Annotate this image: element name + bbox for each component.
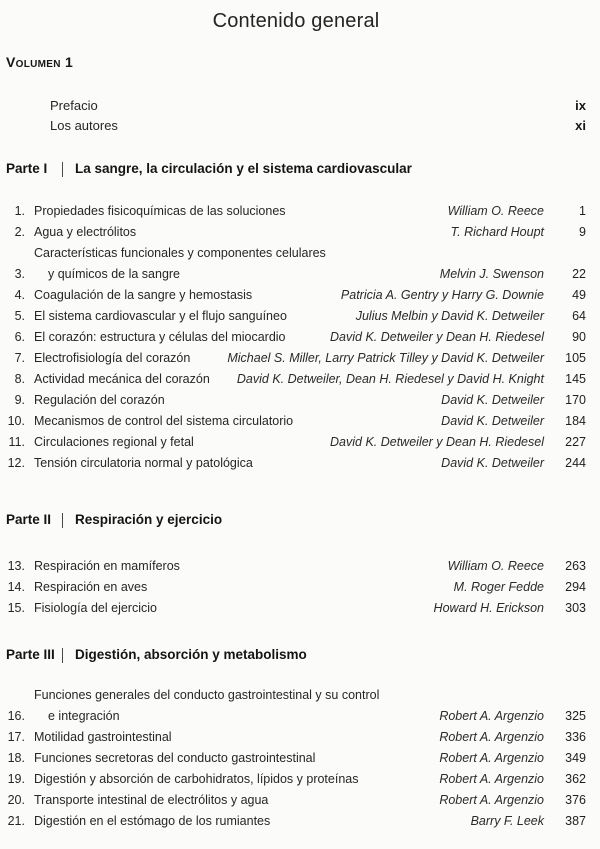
chapter-page-number: 9 (579, 225, 586, 239)
chapter-row (6, 222, 586, 243)
chapter-number: 12. (7, 456, 25, 470)
chapter-row (6, 390, 586, 411)
chapter-row (6, 411, 586, 432)
chapter-author: Patricia A. Gentry y Harry G. Downie (340, 288, 544, 302)
chapter-number: 7. (14, 351, 25, 365)
chapter-author: T. Richard Houpt (450, 225, 544, 239)
chapter-title (34, 598, 157, 619)
chapter-title (34, 727, 172, 748)
part-separator-bar (62, 513, 63, 528)
chapter-number: 16. (7, 709, 25, 723)
chapter-row (6, 748, 586, 769)
chapter-author: David K. Detweiler (441, 393, 544, 407)
part-label: Parte I (6, 161, 48, 176)
chapter-row (6, 243, 586, 285)
part-label: Parte II (6, 512, 52, 527)
chapter-row (6, 453, 586, 474)
chapter-title-line1: Fisiología del ejercicio (34, 601, 157, 615)
front-matter-row (6, 116, 586, 136)
chapter-number: 5. (14, 309, 25, 323)
front-matter-page-number: xi (575, 118, 586, 133)
chapter-title (34, 811, 270, 832)
part-heading (6, 647, 586, 663)
chapter-title (34, 432, 194, 453)
chapter-title (34, 453, 253, 474)
chapter-row (6, 201, 586, 222)
chapter-title (34, 748, 315, 769)
chapter-title-line1: Funciones secretoras del conducto gastrointestinal (34, 751, 316, 765)
chapter-title-line1: Motilidad gastrointestinal (34, 730, 172, 744)
chapter-author: David K. Detweiler y Dean H. Riedesel (330, 435, 544, 449)
chapter-number: 9. (14, 393, 25, 407)
chapter-number: 19. (7, 772, 25, 786)
chapter-page-number: 376 (565, 793, 586, 807)
chapter-author: William O. Reece (447, 204, 544, 218)
chapter-page-number: 170 (565, 393, 586, 407)
chapter-list (6, 201, 586, 474)
chapter-title-line1: El sistema cardiovascular y el flujo sanguíneo (34, 309, 287, 323)
chapter-row (6, 348, 586, 369)
chapter-page-number: 227 (565, 435, 586, 449)
chapter-title-line1: Digestión y absorción de carbohidratos, lípidos y proteínas (34, 772, 359, 786)
part-title: Respiración y ejercicio (75, 512, 223, 527)
chapter-title-line1: Actividad mecánica del corazón (34, 372, 210, 386)
chapter-row (6, 727, 586, 748)
page-title: Contenido general (212, 10, 380, 32)
chapter-title-line1: Regulación del corazón (34, 393, 165, 407)
chapter-title (34, 390, 165, 411)
chapter-title (34, 769, 359, 790)
chapter-page-number: 145 (565, 372, 586, 386)
chapter-author: David K. Detweiler y Dean H. Riedesel (330, 330, 544, 344)
chapter-page-number: 362 (565, 772, 586, 786)
chapter-number: 21. (7, 814, 25, 828)
chapter-author: Robert A. Argenzio (439, 772, 544, 786)
chapter-page-number: 303 (565, 601, 586, 615)
chapter-number: 10. (7, 414, 25, 428)
front-matter-page-number: ix (575, 98, 586, 113)
parts-container (6, 161, 586, 832)
chapter-list (6, 556, 586, 619)
part-title: La sangre, la circulación y el sistema cardiovascular (75, 161, 412, 176)
chapter-number: 17. (7, 730, 25, 744)
chapter-number: 4. (14, 288, 25, 302)
chapter-title (34, 556, 180, 577)
chapter-row (6, 685, 586, 727)
chapter-page-number: 90 (572, 330, 586, 344)
chapter-row (6, 285, 586, 306)
part-heading (6, 161, 586, 177)
chapter-page-number: 64 (572, 309, 586, 323)
chapter-title-line1: Digestión en el estómago de los rumiantes (34, 814, 271, 828)
chapter-title (34, 243, 326, 285)
chapter-author: David K. Detweiler (441, 456, 544, 470)
chapter-row (6, 432, 586, 453)
chapter-page-number: 22 (572, 267, 586, 281)
chapter-title-line2: e integración (48, 709, 120, 723)
chapter-title-line1: Tensión circulatoria normal y patológica (34, 456, 253, 470)
chapter-title-line1: Características funcionales y componentes celulares (34, 246, 326, 260)
chapter-number: 11. (8, 435, 25, 449)
chapter-author: Michael S. Miller, Larry Patrick Tilley y David K. Detweiler (227, 351, 544, 365)
chapter-page-number: 349 (565, 751, 586, 765)
chapter-number: 15. (7, 601, 25, 615)
chapter-title-line1: Respiración en aves (34, 580, 148, 594)
chapter-title-line1: Coagulación de la sangre y hemostasis (34, 288, 253, 302)
chapter-title-line1: Mecanismos de control del sistema circulatorio (34, 414, 294, 428)
chapter-page-number: 336 (565, 730, 586, 744)
chapter-number: 14. (7, 580, 25, 594)
chapter-title (34, 348, 190, 369)
chapter-title (34, 285, 252, 306)
chapter-title-line1: Transporte intestinal de electrólitos y agua (34, 793, 269, 807)
part-section (6, 161, 586, 474)
chapter-author: Julius Melbin y David K. Detweiler (355, 309, 544, 323)
chapter-title-line1: Propiedades fisicoquímicas de las soluciones (34, 204, 286, 218)
chapter-row (6, 790, 586, 811)
chapter-author: M. Roger Fedde (453, 580, 544, 594)
part-heading (6, 512, 586, 528)
chapter-page-number: 49 (572, 288, 586, 302)
chapter-title-line1: Respiración en mamíferos (34, 559, 180, 573)
chapter-row (6, 306, 586, 327)
front-matter-label: Prefacio (50, 98, 98, 113)
part-label: Parte III (6, 647, 55, 662)
chapter-row (6, 327, 586, 348)
part-section (6, 647, 586, 832)
chapter-author: David K. Detweiler, Dean H. Riedesel y David H. Knight (236, 372, 544, 386)
chapter-title-line1: Circulaciones regional y fetal (34, 435, 194, 449)
chapter-title-line1: Funciones generales del conducto gastrointestinal y su control (34, 688, 380, 702)
chapter-page-number: 325 (565, 709, 586, 723)
chapter-number: 8. (14, 372, 25, 386)
chapter-number: 1. (14, 204, 25, 218)
front-matter-label: Los autores (50, 118, 118, 133)
part-title: Digestión, absorción y metabolismo (75, 647, 307, 662)
chapter-row (6, 577, 586, 598)
part-separator-bar (62, 648, 63, 663)
volume-label: Volumen 1 (6, 54, 74, 70)
chapter-title (34, 306, 287, 327)
chapter-row (6, 556, 586, 577)
chapter-title (34, 201, 286, 222)
chapter-author: Robert A. Argenzio (439, 709, 544, 723)
chapter-number: 13. (7, 559, 25, 573)
chapter-title-line1: Electrofisiología del corazón (34, 351, 191, 365)
chapter-author: William O. Reece (447, 559, 544, 573)
chapter-title (34, 327, 286, 348)
chapter-number: 18. (7, 751, 25, 765)
chapter-row (6, 769, 586, 790)
chapter-page-number: 294 (565, 580, 586, 594)
part-section (6, 512, 586, 619)
chapter-title (34, 685, 379, 727)
chapter-page-number: 244 (565, 456, 586, 470)
chapter-number: 6. (14, 330, 25, 344)
chapter-author: Robert A. Argenzio (439, 793, 544, 807)
front-matter-row (6, 96, 586, 116)
chapter-author: Howard H. Erickson (433, 601, 544, 615)
chapter-title-line1: Agua y electrólitos (34, 225, 137, 239)
chapter-row (6, 598, 586, 619)
chapter-author: Barry F. Leek (470, 814, 544, 828)
chapter-number: 2. (14, 225, 25, 239)
chapter-title (34, 790, 268, 811)
front-matter-list (6, 96, 586, 136)
chapter-title-line1: El corazón: estructura y células del miocardio (34, 330, 286, 344)
chapter-page-number: 1 (579, 204, 586, 218)
chapter-author: Robert A. Argenzio (439, 730, 544, 744)
chapter-title (34, 577, 147, 598)
chapter-title (34, 222, 136, 243)
chapter-author: David K. Detweiler (441, 414, 544, 428)
part-separator-bar (62, 162, 63, 177)
chapter-number: 3. (14, 267, 25, 281)
chapter-title (34, 369, 210, 390)
chapter-title-line2: y químicos de la sangre (48, 267, 181, 281)
chapter-page-number: 105 (565, 351, 586, 365)
chapter-author: Melvin J. Swenson (439, 267, 544, 281)
chapter-number: 20. (7, 793, 25, 807)
chapter-row (6, 369, 586, 390)
chapter-row (6, 811, 586, 832)
chapter-page-number: 263 (565, 559, 586, 573)
chapter-page-number: 184 (565, 414, 586, 428)
chapter-author: Robert A. Argenzio (439, 751, 544, 765)
chapter-list (6, 685, 586, 832)
chapter-page-number: 387 (565, 814, 586, 828)
chapter-title (34, 411, 293, 432)
